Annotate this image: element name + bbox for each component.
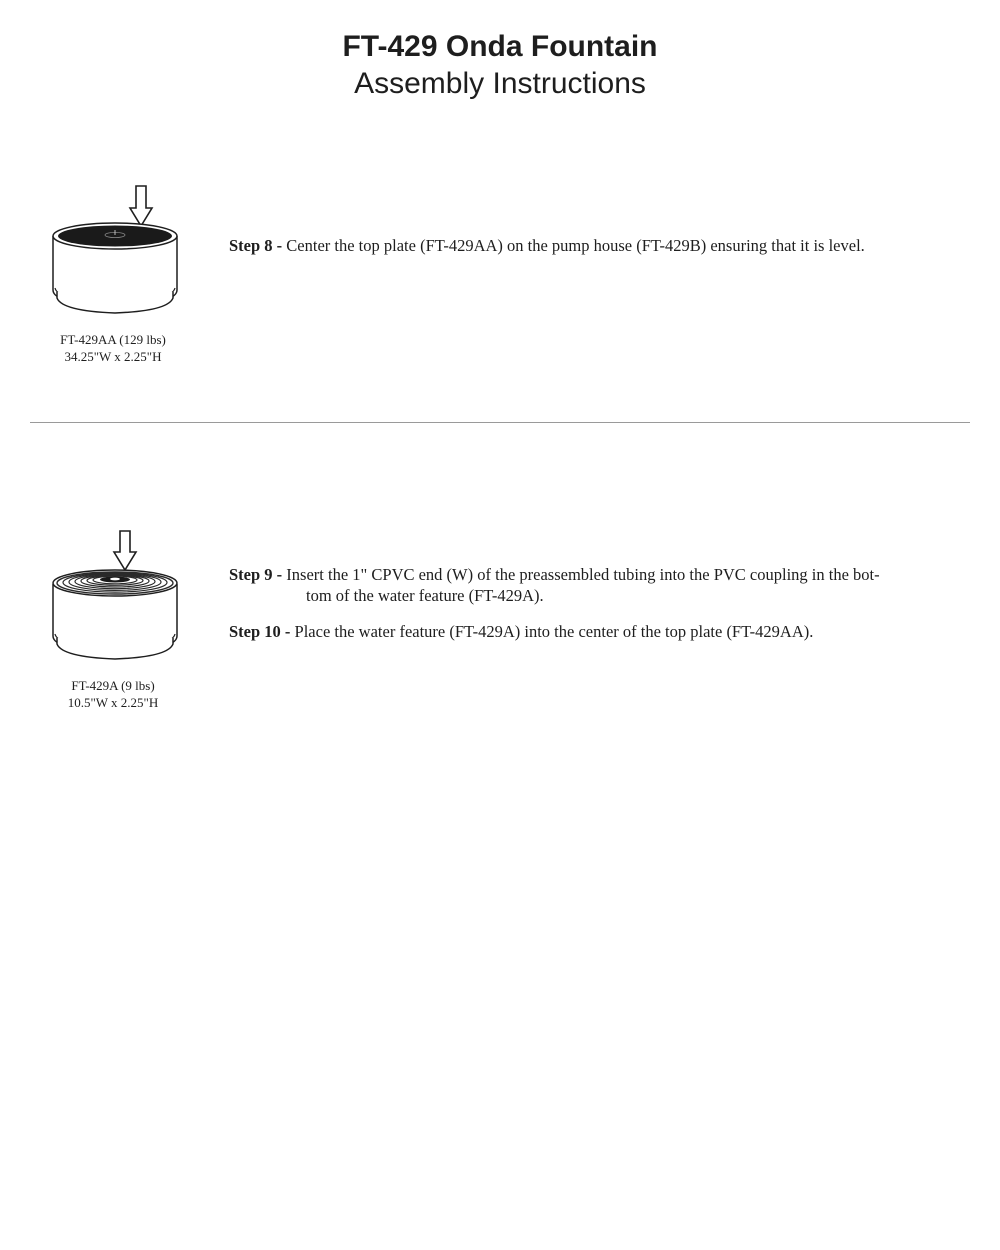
step-10-label: Step 10 - <box>229 622 291 641</box>
document-subtitle: Assembly Instructions <box>354 67 646 100</box>
caption-part-weight: FT-429A (9 lbs) <box>71 678 155 693</box>
top-plate-on-pump-house-illustration <box>40 180 190 320</box>
caption-part-weight: FT-429AA (129 lbs) <box>60 332 166 347</box>
step-9-label: Step 9 - <box>229 565 283 584</box>
step-8 <box>229 235 969 256</box>
step-10-text: Place the water feature (FT-429A) into the center of the top plate (FT-429AA). <box>294 622 814 641</box>
caption-part-dimensions: 10.5"W x 2.25"H <box>67 695 159 710</box>
step-8-text: Center the top plate (FT-429AA) on the pump house (FT-429B) ensuring that it is level. <box>286 236 865 255</box>
step-10 <box>229 621 969 642</box>
document-title: FT-429 Onda Fountain <box>342 30 658 63</box>
step-9-text-line1: Insert the 1" CPVC end (W) of the preassembled tubing into the PVC coupling in the bot- <box>286 565 880 584</box>
section-divider <box>30 422 970 423</box>
water-feature-on-top-plate-illustration <box>40 526 190 666</box>
step-9-text-line2: tom of the water feature (FT-429A). <box>306 586 544 605</box>
step-8-label: Step 8 - <box>229 236 283 255</box>
caption-part-dimensions: 34.25"W x 2.25"H <box>64 349 162 364</box>
step-9 <box>229 564 969 606</box>
down-arrow-icon <box>130 186 152 226</box>
figure-caption-top-plate <box>13 331 213 365</box>
down-arrow-icon <box>114 531 136 570</box>
figure-caption-water-feature <box>13 677 213 711</box>
